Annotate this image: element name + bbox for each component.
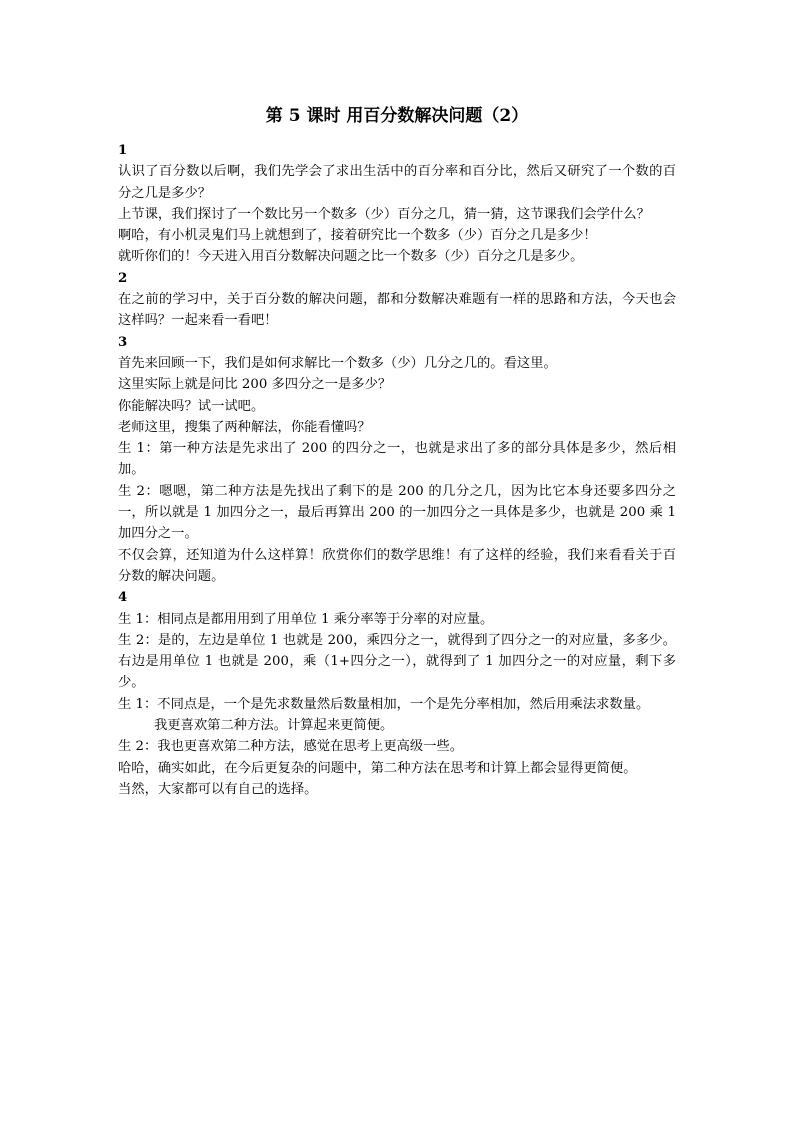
paragraph: 这里实际上就是问比 200 多四分之一是多少？ bbox=[118, 377, 392, 393]
section-number: 3 bbox=[118, 334, 128, 350]
paragraph: 你能解决吗？试一试吧。 bbox=[118, 398, 265, 414]
paragraph: 认识了百分数以后啊，我们先学会了求出生活中的百分率和百分比，然后又研究了一个数的百分之几是多少？ bbox=[118, 164, 676, 201]
paragraph: 生 1：不同点是，一个是先求数量然后数量相加，一个是先分率相加，然后用乘法求数量。 bbox=[118, 696, 650, 712]
paragraph: 生 1：相同点是都用用到了用单位 1 乘分率等于分率的对应量。 bbox=[118, 611, 494, 627]
section-number: 4 bbox=[118, 590, 128, 606]
paragraph: 生 2：我也更喜欢第二种方法，感觉在思考上更高级一些。 bbox=[118, 739, 464, 755]
paragraph: 哈哈，确实如此，在今后更复杂的问题中，第二种方法在思考和计算上都会显得更简便。 bbox=[118, 760, 637, 776]
paragraph: 首先来回顾一下，我们是如何求解比一个数多（少）几分之几的。看这里。 bbox=[118, 355, 557, 371]
paragraph: 不仅会算，还知道为什么这样算！欣赏你们的数学思维！有了这样的经验，我们来看看关于百分数的解决问题。 bbox=[118, 547, 676, 584]
section-number: 2 bbox=[118, 270, 128, 286]
paragraph: 啊哈，有小机灵鬼们马上就想到了，接着研究比一个数多（少）百分之几是多少！ bbox=[118, 228, 597, 244]
paragraph: 上节课，我们探讨了一个数比另一个数多（少）百分之几，猜一猜，这节课我们会学什么？ bbox=[118, 206, 650, 222]
paragraph: 生 1：第一种方法是先求出了 200 的四分之一，也就是求出了多的部分具体是多少，然后相加。 bbox=[118, 441, 676, 478]
section-number: 1 bbox=[118, 143, 128, 158]
page-title: 第 5 课时 用百分数解决问题（2） bbox=[265, 106, 529, 126]
paragraph: 生 2：嗯嗯，第二种方法是先找出了剩下的是 200 的几分之几，因为比它本身还要多四分之一，所以就是 1 加四分之一，最后再算出 200 的一加四分之一具体是多少，也就是 200 乘 1 加四分之一。 bbox=[118, 483, 676, 542]
paragraph: 在之前的学习中，关于百分数的解决问题，都和分数解决难题有一样的思路和方法，今天也会这样吗？一起来看一看吧！ bbox=[118, 292, 676, 329]
paragraph: 老师这里，搜集了两种解法，你能看懂吗？ bbox=[118, 419, 371, 435]
paragraph: 就听你们的！今天进入用百分数解决问题之比一个数多（少）百分之几是多少。 bbox=[118, 249, 584, 265]
indented-paragraph: 我更喜欢第二种方法。计算起来更简便。 bbox=[154, 718, 394, 734]
paragraph: 生 2：是的，左边是单位 1 也就是 200，乘四分之一，就得到了四分之一的对应量，多多少。右边是用单位 1 也就是 200，乘（1+四分之一），就得到了 1 加四分之一的对应量，剩下多少。 bbox=[118, 632, 676, 691]
paragraph: 当然，大家都可以有自己的选择。 bbox=[118, 781, 318, 797]
document-body bbox=[118, 140, 676, 800]
